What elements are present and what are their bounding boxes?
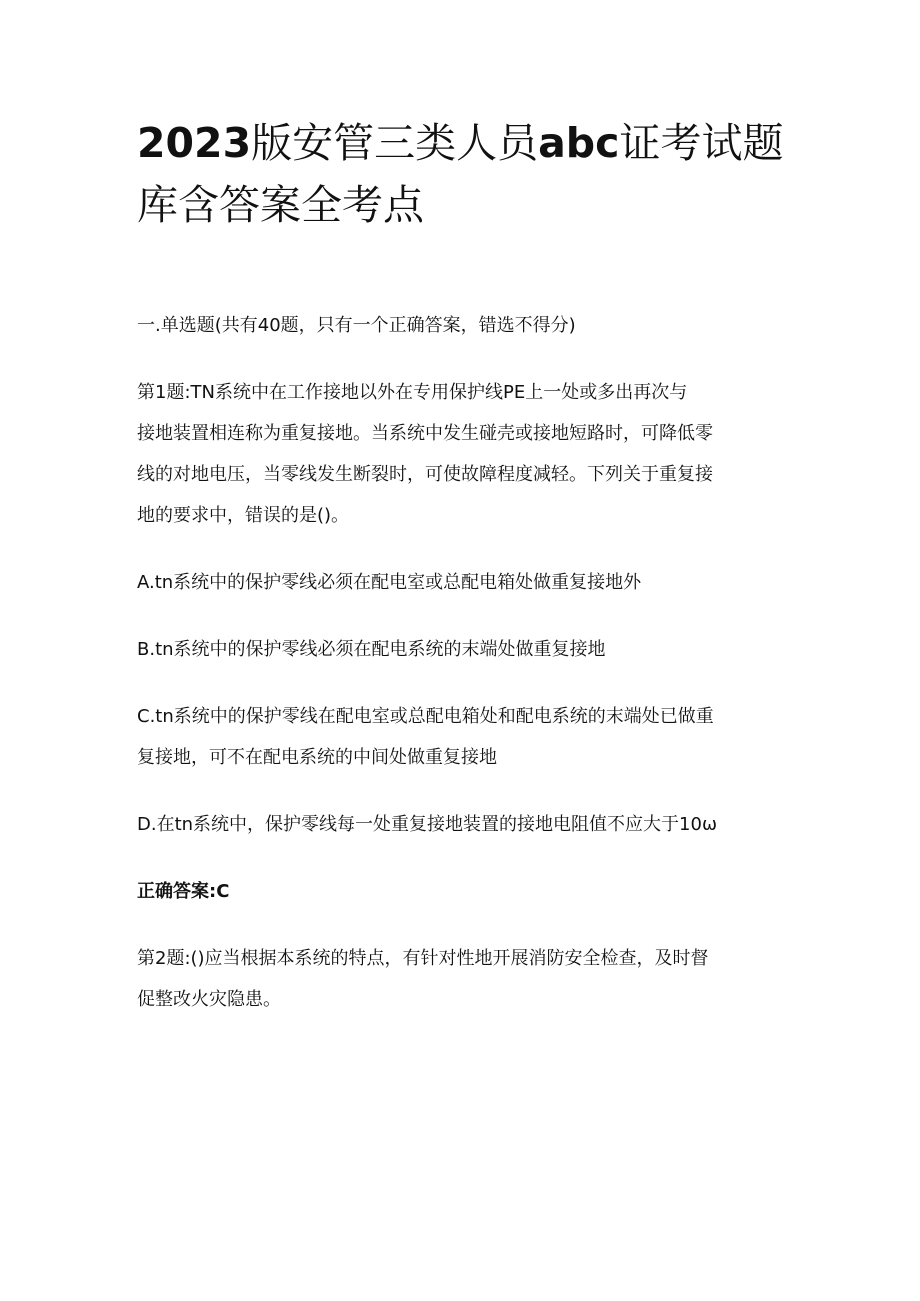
question-1-stem-line: 接地装置相连称为重复接地。当系统中发生碰壳或接地短路时，可降低零 bbox=[137, 423, 713, 444]
question-1-option-c-line: C.tn系统中的保护零线在配电室或总配电箱处和配电系统的末端处已做重 bbox=[137, 706, 714, 727]
document-title bbox=[137, 112, 797, 236]
question-2-stem-line: 第2题:()应当根据本系统的特点，有针对性地开展消防安全检查，及时督 bbox=[137, 948, 709, 969]
title-line-2: 库含答案全考点 bbox=[137, 181, 424, 229]
title-line-1 bbox=[137, 112, 797, 174]
title-year: 2023 bbox=[137, 119, 252, 167]
title-abc: abc bbox=[538, 119, 620, 167]
question-2-stem bbox=[137, 938, 787, 1020]
question-1-option-a: A.tn系统中的保护零线必须在配电室或总配电箱处做重复接地外 bbox=[137, 572, 642, 593]
question-1-stem-line: 第1题:TN系统中在工作接地以外在专用保护线PE上一处或多出再次与 bbox=[137, 382, 688, 403]
question-1-option-c bbox=[137, 696, 787, 778]
section-heading: 一.单选题(共有40题，只有一个正确答案，错选不得分) bbox=[137, 315, 576, 336]
document-body bbox=[137, 305, 787, 1046]
question-1-stem-line: 线的对地电压，当零线发生断裂时，可使故障程度减轻。下列关于重复接 bbox=[137, 464, 713, 485]
question-1-option-d-line: D.在tn系统中，保护零线每一处重复接地装置的接地电阻值不应大于10ω bbox=[137, 814, 718, 835]
question-1-option-b: B.tn系统中的保护零线必须在配电系统的末端处做重复接地 bbox=[137, 639, 606, 660]
question-1-option-d bbox=[137, 804, 787, 845]
question-1-stem bbox=[137, 372, 787, 536]
question-2-stem-line: 促整改火灾隐患。 bbox=[137, 989, 281, 1010]
question-1-stem-line: 地的要求中，错误的是()。 bbox=[137, 505, 350, 526]
title-text-b: 证考试题 bbox=[619, 119, 784, 167]
title-text-a: 版安管三类人员 bbox=[251, 119, 539, 167]
question-1-option-c-line: 复接地，可不在配电系统的中间处做重复接地 bbox=[137, 747, 497, 768]
question-1-answer: 正确答案:C bbox=[137, 881, 230, 902]
